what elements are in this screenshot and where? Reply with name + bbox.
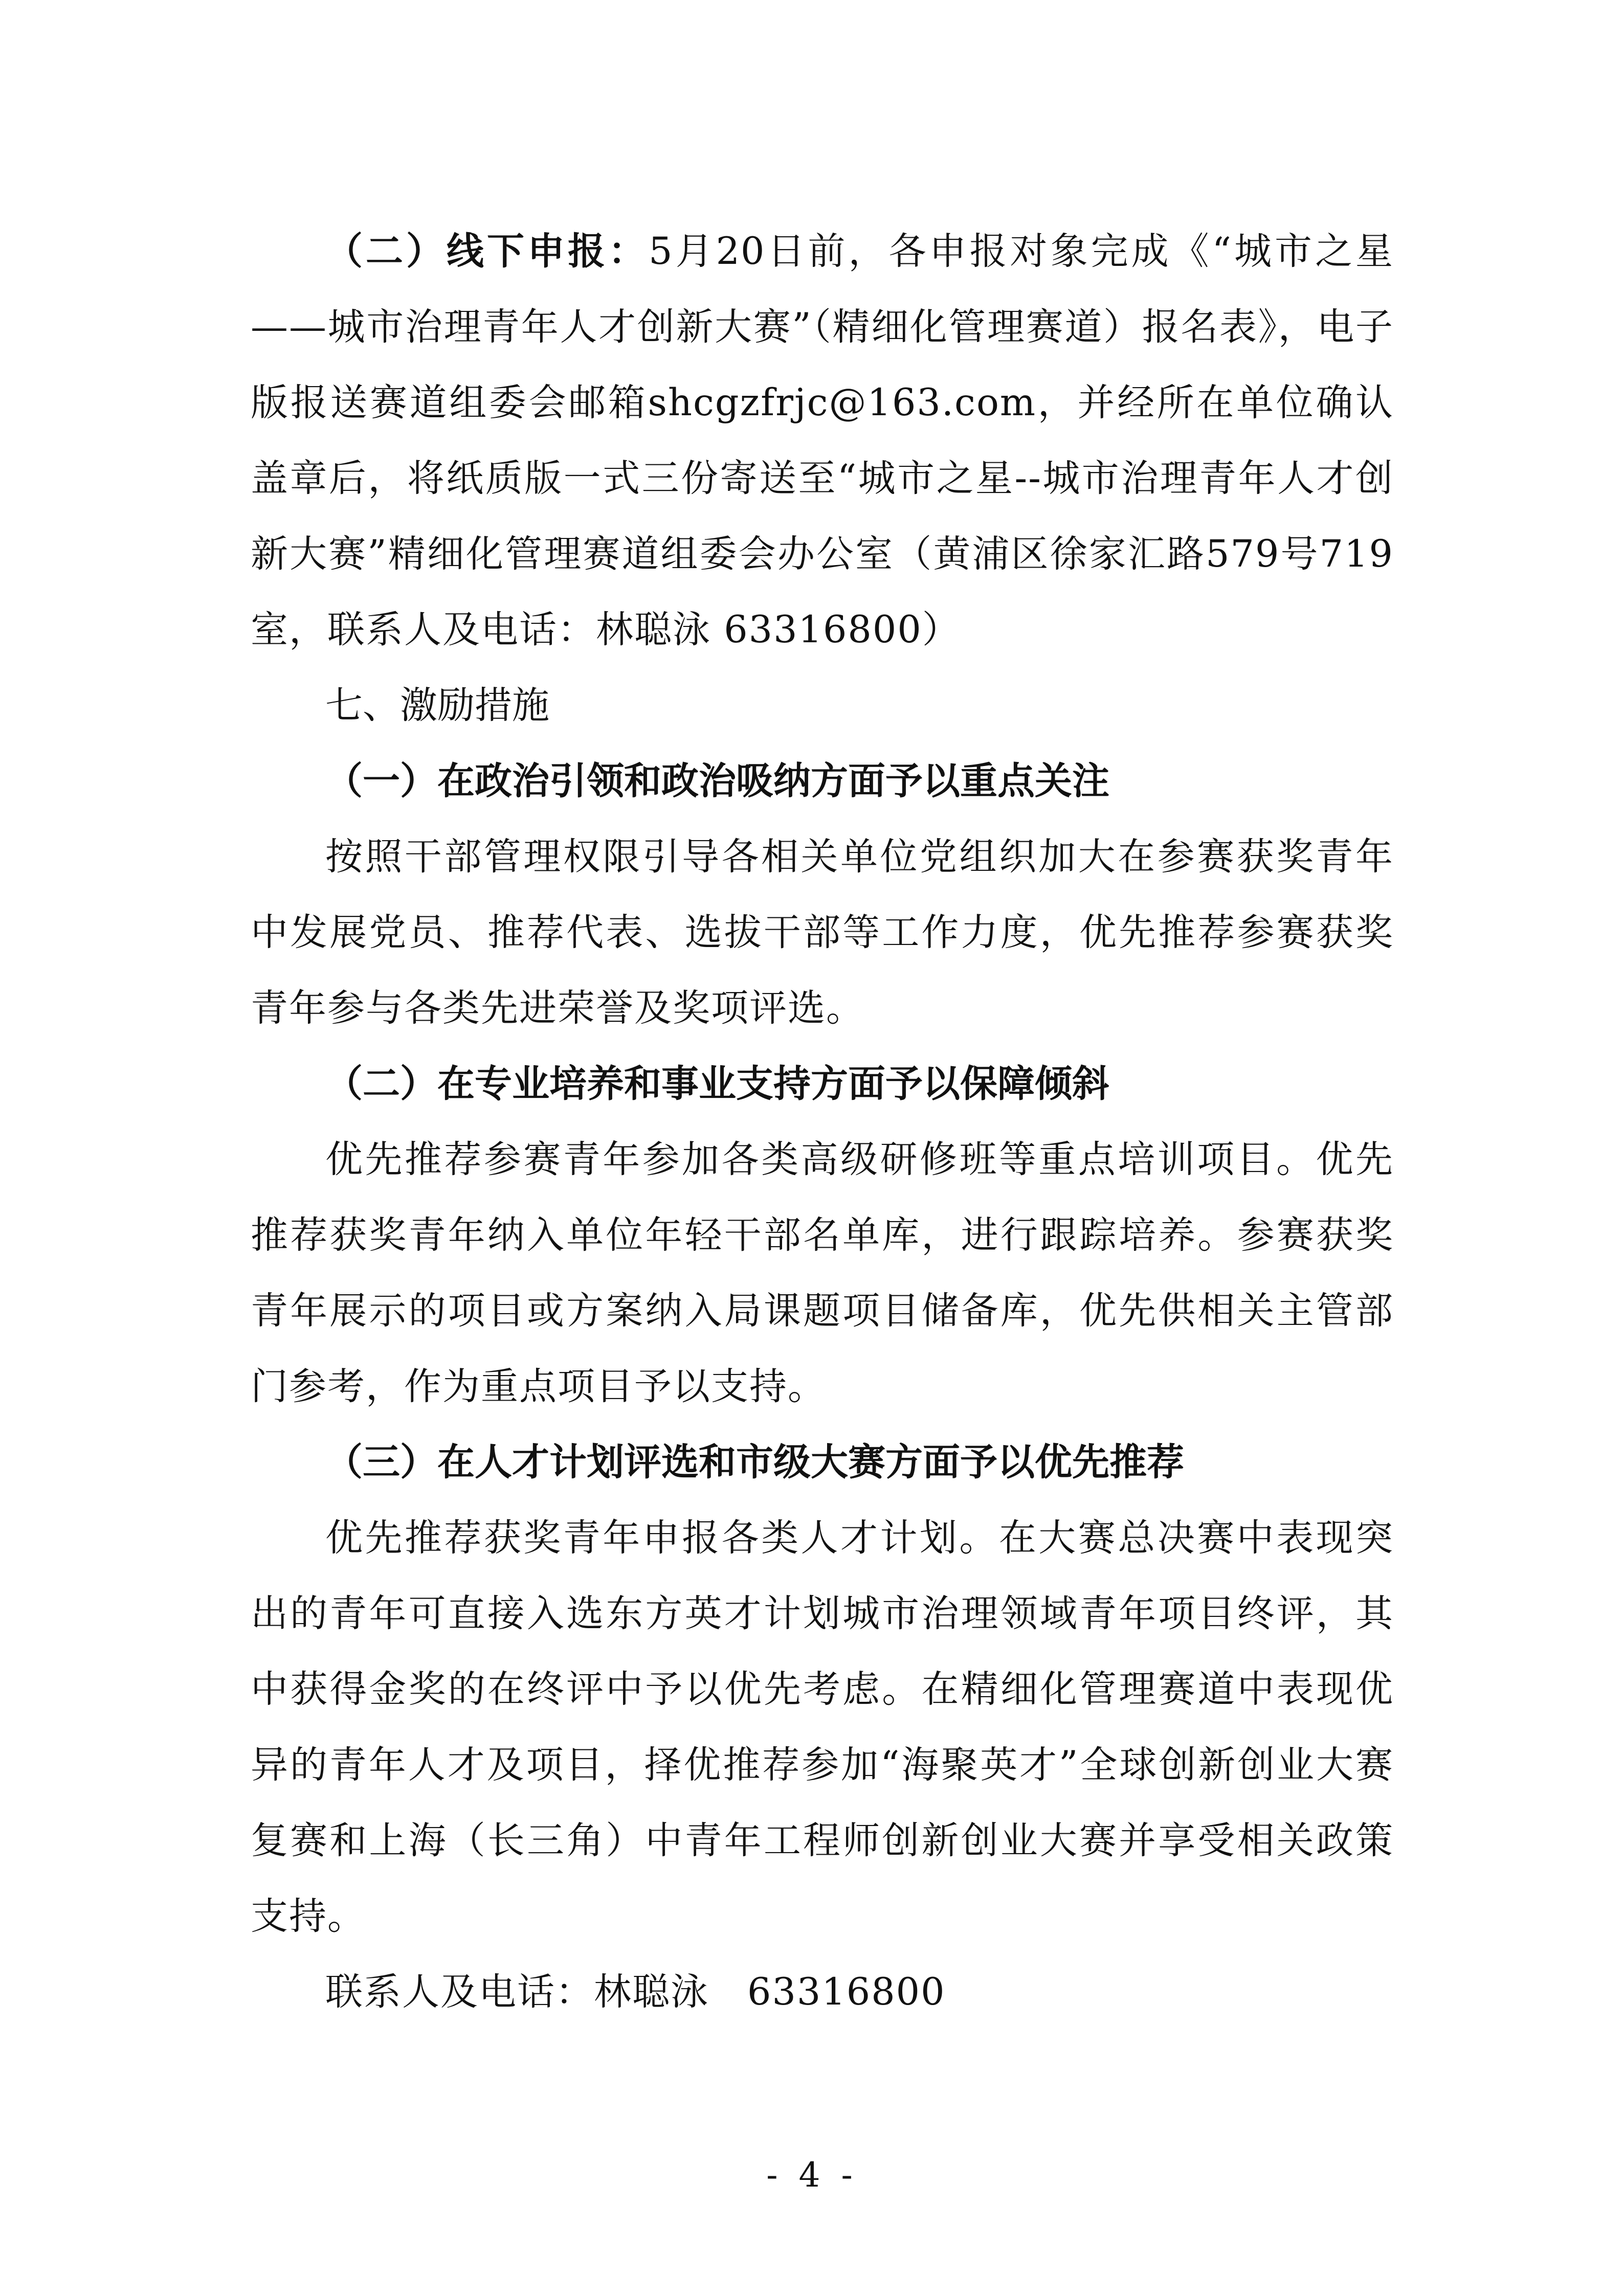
offline-application-lead: （二）线下申报： <box>325 230 649 273</box>
measure-heading-2: （二）在专业培养和事业支持方面予以保障倾斜 <box>325 1062 1109 1106</box>
offline-application-paragraph <box>251 214 1394 668</box>
measure-heading-3: （三）在人才计划评选和市级大赛方面予以优先推荐 <box>325 1440 1184 1484</box>
offline-application-text: 5月20日前，各申报对象完成《“城市之星——城市治理青年人才创新大赛”（精细化管理赛道）报名表》，电子版报送赛道组委会邮箱shcgzfrjc@163.com，并经所在单位确认盖章后，将纸质版一式三份寄送至“城市之星--城市治理青年人才创新大赛”精细化管理赛道组委会办公室（黄浦区徐家汇路579号719室，联系人及电话：林聪泳 63316800） <box>251 230 1394 651</box>
measure-text-2: 优先推荐参赛青年参加各类高级研修班等重点培训项目。优先推荐获奖青年纳入单位年轻干部名单库，进行跟踪培养。参赛获奖青年展示的项目或方案纳入局课题项目储备库，优先供相关主管部门参考，作为重点项目予以支持。 <box>251 1138 1394 1408</box>
measure-text-3: 优先推荐获奖青年申报各类人才计划。在大赛总决赛中表现突出的青年可直接入选东方英才计划城市治理领域青年项目终评，其中获得金奖的在终评中予以优先考虑。在精细化管理赛道中表现优异的青年人才及项目，择优推荐参加“海聚英才”全球创新创业大赛复赛和上海（长三角）中青年工程师创新创业大赛并享受相关政策支持。 <box>251 1516 1394 1938</box>
measure-heading-1: （一）在政治引领和政治吸纳方面予以重点关注 <box>325 759 1109 803</box>
page-number: - 4 - <box>766 2155 858 2195</box>
contact-line: 联系人及电话：林聪泳 63316800 <box>325 1970 946 2014</box>
measure-text-1: 按照干部管理权限引导各相关单位党组织加大在参赛获奖青年中发展党员、推荐代表、选拔干部等工作力度，优先推荐参赛获奖青年参与各类先进荣誉及奖项评选。 <box>251 835 1394 1030</box>
document-body <box>251 214 1394 2030</box>
section-title: 七、激励措施 <box>325 684 549 727</box>
